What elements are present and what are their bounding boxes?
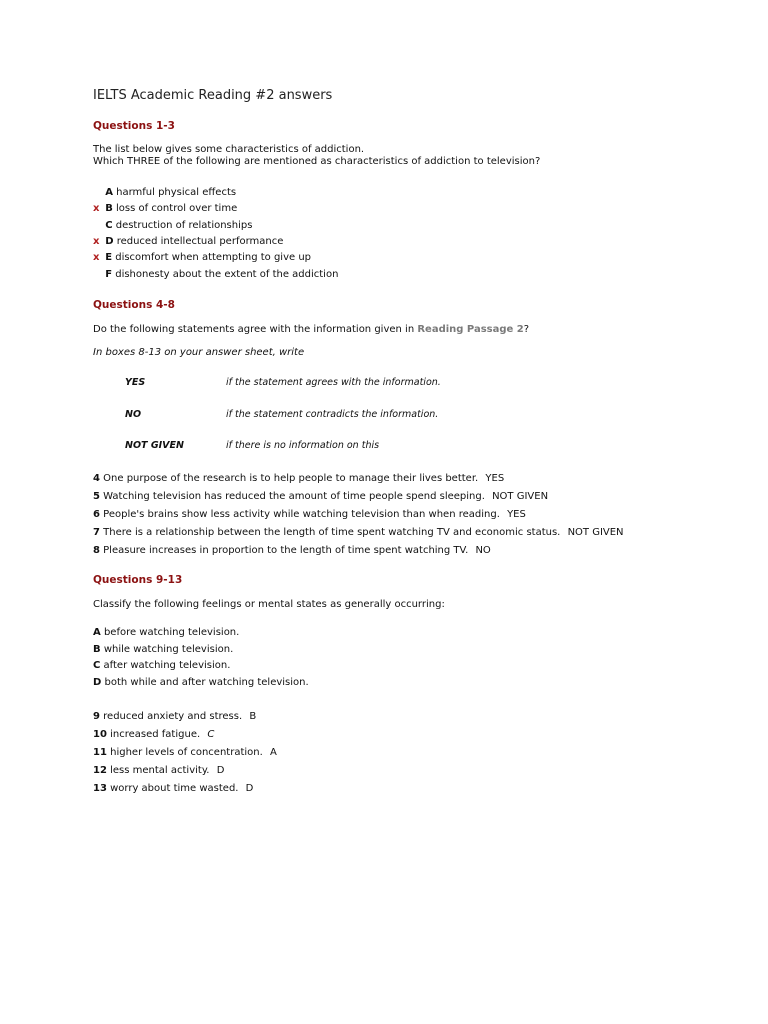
question-13 [93,783,253,794]
selected-x-mark: x [93,236,100,247]
section-heading-9-13: Questions 9-13 [93,574,183,586]
key-code: NO [125,409,142,420]
question-text: There is a relationship between the length of time spent watching TV and economic status. [103,527,561,538]
question-answer: C [207,729,215,740]
question-answer: YES [507,509,526,520]
option-letter: E [105,252,113,263]
question-text: less mental activity. [110,765,210,776]
option-text: harmful physical effects [116,187,237,198]
option-letter: A [105,187,113,198]
question-answer: NOT GIVEN [492,491,549,502]
question-number: 7 [93,527,100,538]
option-text: loss of control over time [116,203,238,214]
question-7 [93,527,624,538]
question-answer: D [245,783,254,794]
question-9 [93,711,256,722]
option-letter: A [93,627,101,638]
option-text: dishonesty about the extent of the addiction [115,269,339,280]
key-row-yes [125,377,441,388]
option-text: after watching television. [103,660,231,671]
question-5 [93,491,548,502]
section3-intro: Classify the following feelings or mental states as generally occurring: [93,599,445,610]
option-letter: B [93,644,101,655]
question-number: 13 [93,783,107,794]
option-text: discomfort when attempting to give up [115,252,311,263]
answer-sheet-instruction: In boxes 8-13 on your answer sheet, write [93,347,305,358]
question-number: 4 [93,473,100,484]
option-text: reduced intellectual performance [116,236,284,247]
key-meaning: if the statement agrees with the information. [226,377,441,388]
question-text: People's brains show less activity while watching television than when reading. [103,509,500,520]
option-d [93,236,283,247]
option-letter: D [105,236,114,247]
option-letter: F [105,269,113,280]
section1-intro-line1: The list below gives some characteristics of addiction. [93,144,365,155]
intro-text: Do the following statements agree with the information given in [93,324,415,335]
classification-option-a [93,627,239,638]
question-6 [93,509,526,520]
option-c [93,220,252,231]
classification-option-c [93,660,230,671]
key-code: NOT GIVEN [125,440,184,451]
question-text: Watching television has reduced the amount of time people spend sleeping. [103,491,485,502]
classification-option-d [93,677,309,688]
option-text: destruction of relationships [115,220,253,231]
option-b [93,203,237,214]
question-number: 12 [93,765,107,776]
key-row-no [125,409,438,420]
option-text: while watching television. [103,644,234,655]
option-letter: D [93,677,102,688]
option-e [93,252,311,263]
question-11 [93,747,277,758]
option-f [93,269,338,280]
key-code: YES [125,377,146,388]
question-number: 10 [93,729,107,740]
section1-intro-line2: Which THREE of the following are mentioned as characteristics of addiction to television? [93,156,541,167]
option-a [93,187,236,198]
classification-option-b [93,644,233,655]
question-text: reduced anxiety and stress. [103,711,243,722]
reading-passage-link[interactable]: Reading Passage 2 [417,324,524,335]
question-number: 8 [93,545,100,556]
question-number: 9 [93,711,100,722]
question-text: higher levels of concentration. [110,747,263,758]
question-answer: YES [485,473,505,484]
question-answer: A [269,747,277,758]
option-letter: C [105,220,113,231]
option-letter: C [93,660,101,671]
intro-suffix: ? [523,324,530,335]
option-letter: B [105,203,113,214]
section2-intro [93,324,529,335]
question-answer: NOT GIVEN [567,527,624,538]
question-answer: B [249,711,257,722]
question-text: increased fatigue. [110,729,201,740]
key-row-not-given [125,440,379,451]
selected-x-mark: x [93,252,100,263]
question-number: 6 [93,509,100,520]
question-answer: D [216,765,225,776]
key-meaning: if the statement contradicts the information. [226,409,439,420]
question-10 [93,729,214,740]
option-text: before watching television. [103,627,240,638]
question-text: One purpose of the research is to help people to manage their lives better. [103,473,479,484]
question-12 [93,765,224,776]
question-answer: NO [475,545,491,556]
page-title: IELTS Academic Reading #2 answers [93,88,333,103]
option-text: both while and after watching television. [104,677,309,688]
question-text: worry about time wasted. [110,783,239,794]
question-8 [93,545,491,556]
question-number: 11 [93,747,107,758]
section-heading-1-3: Questions 1-3 [93,120,175,132]
question-text: Pleasure increases in proportion to the length of time spent watching TV. [103,545,469,556]
question-number: 5 [93,491,100,502]
key-meaning: if there is no information on this [226,440,380,451]
section-heading-4-8: Questions 4-8 [93,299,175,311]
selected-x-mark: x [93,203,100,214]
question-4 [93,473,504,484]
